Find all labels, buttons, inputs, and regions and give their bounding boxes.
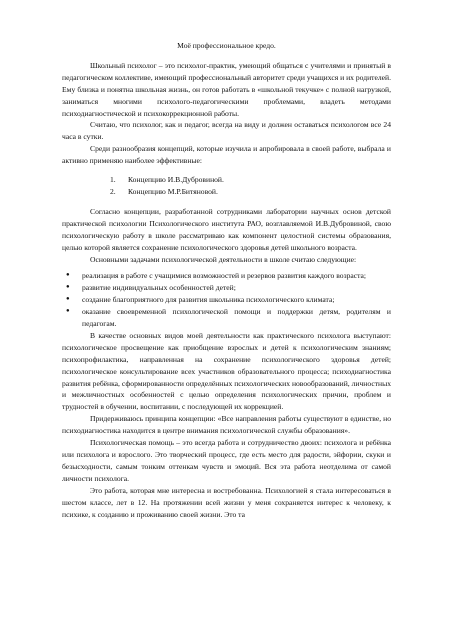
list-item (62, 174, 391, 186)
paragraph: Психологическая помощь – это всегда работа и сотрудничество двоих: психолога и ребёнка или психолога и взрослого. Это творческий процесс, где есть место для радости, эйфории, скуки и безысходности, самым тонким оттенкам чувств и эмоций. Вся эта работа неотделима от самой личности психолога. (62, 438, 391, 483)
list-number: 2. (110, 186, 116, 196)
list-item (62, 306, 391, 330)
bullet-icon: ● (66, 284, 70, 291)
paragraph: Считаю, что психолог, как и педагог, всегда на виду и должен оставаться психологом все 24 часа в сутки. (62, 120, 391, 142)
list-item-text: оказание своевременной психологической помощи и поддержки детям, родителям и педагогам. (82, 307, 391, 329)
bullet-icon: ● (66, 308, 70, 315)
concepts-list (62, 174, 391, 198)
list-item (62, 294, 391, 306)
list-item-text: реализация в работе с учащимися возможностей и резервов развития каждого возраста; (82, 271, 367, 281)
list-item-text: создание благоприятного для развития школьника психологического климата; (82, 295, 335, 305)
paragraph: Основными задачами психологической деятельности в школе считаю следующие: (90, 254, 357, 264)
list-item (62, 186, 391, 198)
paragraph: Согласно концепции, разработанной сотрудниками лаборатории научных основ детской практической психологии Психологического института РАО, возглавляемой И.В.Дубровиной, свою психологическую работу в школе рассматриваю как компонент целостной системы образования, целью которой является сохранение психологического здоровья детей школьного возраста. (62, 206, 391, 252)
paragraph: Это работа, которая мне интересна и востребованна. Психологией я стала интересоваться в шестом классе, лет в 12. На протяжении всей жизни у меня сохраняется интерес к человеку, к психике, к созданию и проживанию своей жизни. Это та (62, 485, 391, 519)
list-item-text: Концепцию М.Р.Битяновой. (128, 186, 218, 196)
paragraph: Придерживаюсь принципа концепции: «Все направления работы существуют в единстве, но психодиагностика находится в центре внимания психологической службы образования». (62, 414, 391, 436)
paragraph: Среди разнообразия концепций, которые изучила и апробировала в своей работе, выбрала и активно применяю наиболее эффективные: (62, 144, 391, 166)
page-title: Моё профессиональное кредо. (177, 41, 276, 50)
list-item (62, 282, 391, 294)
list-item (62, 270, 391, 282)
paragraph: В качестве основных видов моей деятельности как практического психолога выступают: психологическое просвещение как приобщение взрослых и детей к психологическим знаниям; психопрофилактика, направленная на сохранение психологического здоровья детей; психологическое консультирование всех участников образовательного процесса; психодиагностика развития ребёнка, сформированности определённых психологических новообразований, личностных и межличностных особенностей с целью определения психологических причин, проблем и трудностей в обучении, воспитании, с последующей их коррекцией. (62, 330, 391, 412)
bullet-icon: ● (66, 296, 70, 303)
paragraph: Школьный психолог – это психолог-практик, умеющий общаться с учителями и принятый в педагогическом коллективе, имеющий профессиональный авторитет среди учащихся и их родителей. Ему близка и понятна школьная жизнь, он готов работать в «школьной текучке» с полной нагрузкой, заниматься многими психолого-педагогическими проблемами, владеть методами психодиагностической и психокоррекционной работы. (62, 60, 391, 118)
list-item-text: развитие индивидуальных особенностей детей; (82, 283, 236, 293)
tasks-list (62, 270, 391, 330)
list-item-text: Концепцию И.В.Дубровиной. (128, 175, 224, 185)
bullet-icon: ● (66, 272, 70, 279)
list-number: 1. (110, 175, 116, 185)
